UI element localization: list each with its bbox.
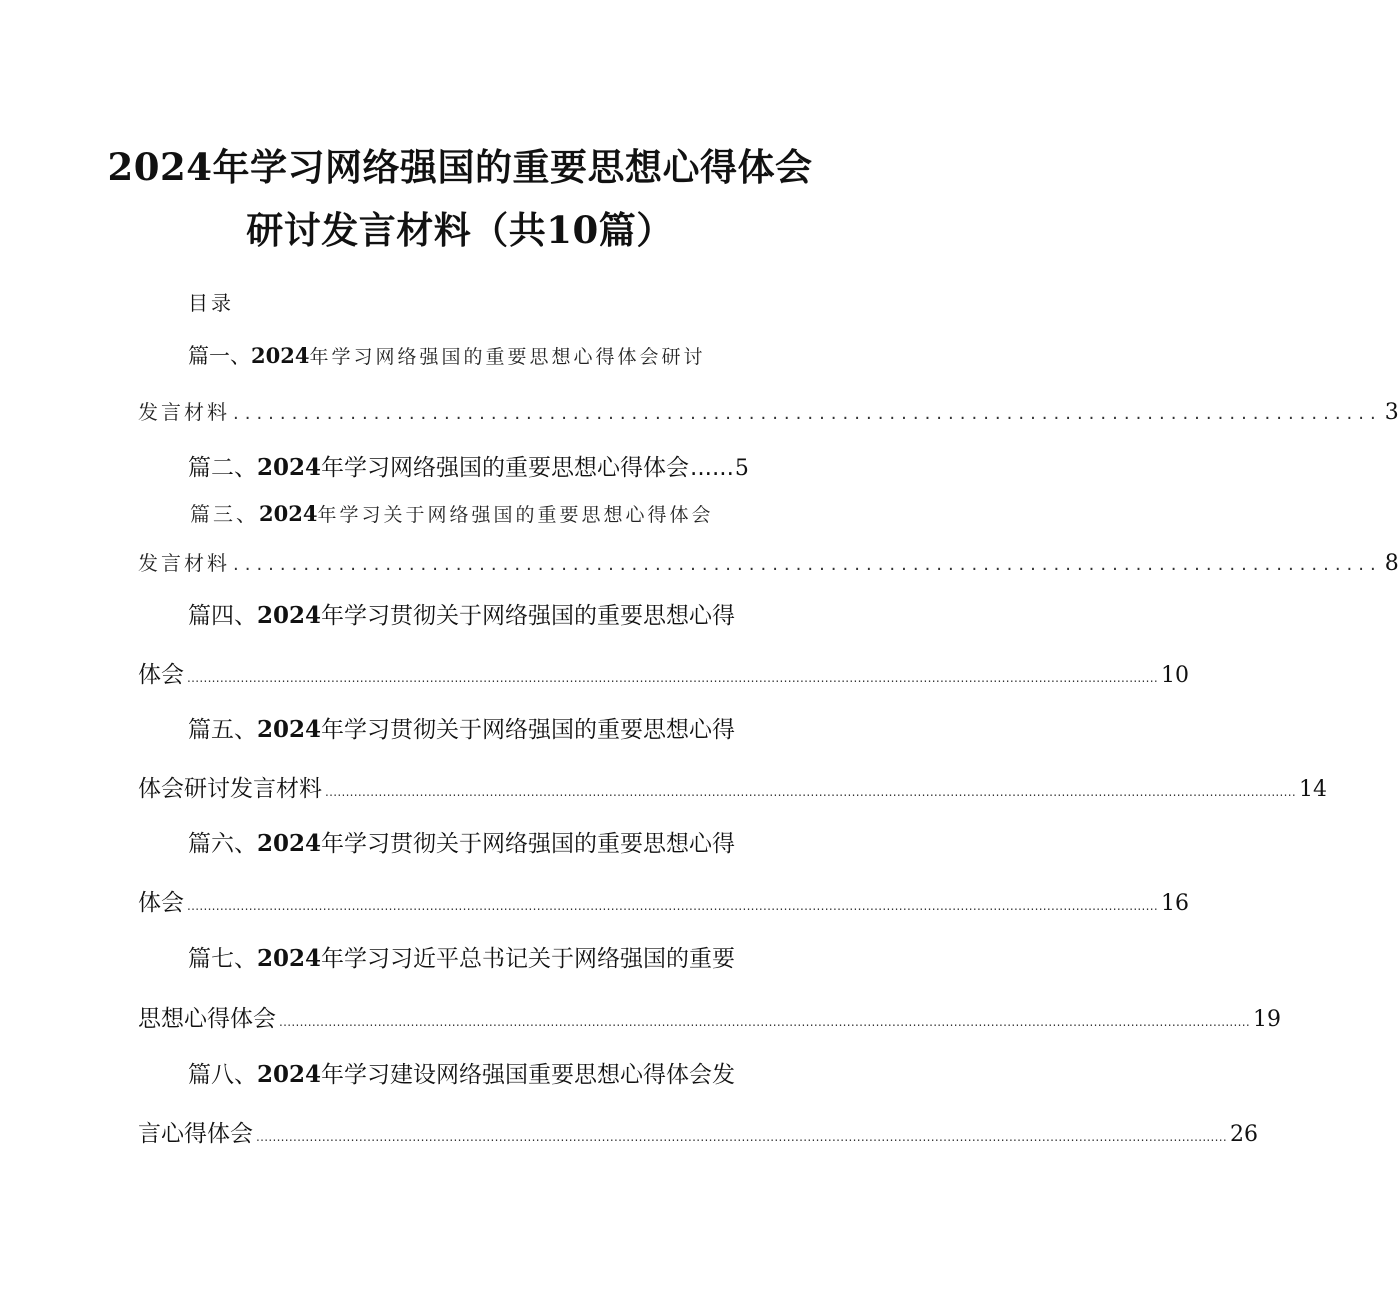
- toc-entry-year: 2024: [251, 343, 310, 368]
- toc-entry-year: 2024: [257, 716, 322, 743]
- title-count: 10: [546, 208, 599, 252]
- toc-entry-text: 年学习网络强国的重要思想心得体会: [321, 455, 690, 481]
- toc-entry-5-title[interactable]: [188, 711, 735, 744]
- toc-entry-7-leader[interactable]: [138, 1000, 1282, 1033]
- dot-leader: ............................................................................................................................................................................................................................................: [187, 671, 1159, 685]
- title-text: 年学习网络强国的重要思想心得体会: [212, 146, 813, 189]
- toc-entry-text: 年学习贯彻关于网络强国的重要思想心得: [321, 717, 736, 743]
- dot-leader: ............................................................................................................................................................................................................................................: [187, 899, 1159, 913]
- toc-entry-page: 10: [1161, 663, 1190, 688]
- toc-entry-prefix: 篇二、: [188, 455, 257, 481]
- title-year: 2024: [107, 145, 213, 189]
- toc-entry-continuation: 体会研讨发言材料: [138, 776, 322, 802]
- toc-entry-prefix: 篇六、: [188, 831, 257, 857]
- toc-entry-text: 年学习关于网络强国的重要思想心得体会: [317, 504, 714, 526]
- toc-entry-page: 16: [1161, 891, 1190, 916]
- toc-entry-prefix: 篇一、: [188, 344, 251, 368]
- toc-entry-text: 年学习习近平总书记关于网络强国的重要: [321, 946, 736, 972]
- toc-entry-3-title[interactable]: [190, 498, 713, 527]
- toc-entry-4-title[interactable]: [188, 597, 735, 630]
- toc-entry-continuation: 体会: [138, 890, 184, 916]
- toc-entry-continuation: 言心得体会: [138, 1121, 253, 1147]
- toc-entry-continuation: 发言材料: [138, 400, 230, 424]
- toc-entry-title: [188, 449, 689, 482]
- toc-entry-year: 2024: [257, 945, 322, 972]
- toc-entry-page: 8: [1384, 551, 1399, 576]
- toc-entry-text: 年学习贯彻关于网络强国的重要思想心得: [321, 831, 736, 857]
- toc-entry-page: 26: [1230, 1122, 1259, 1147]
- toc-entry-year: 2024: [259, 501, 318, 526]
- toc-entry-8-title[interactable]: [188, 1056, 735, 1089]
- dot-leader: ............................................................................................................................................................................................................................................: [256, 1130, 1228, 1144]
- toc-entry-prefix: 篇七、: [188, 946, 257, 972]
- toc-entry-3-leader[interactable]: [138, 547, 1399, 576]
- toc-entry-page: 19: [1253, 1007, 1282, 1032]
- toc-entry-6-title[interactable]: [188, 825, 735, 858]
- toc-entry-prefix: 篇五、: [188, 717, 257, 743]
- toc-entry-1-title[interactable]: [188, 340, 705, 370]
- toc-entry-6-leader[interactable]: [138, 884, 1190, 917]
- dot-leader: ............................................................................................................................................................................................................................................: [279, 1015, 1251, 1029]
- toc-entry-page: 3: [1384, 400, 1399, 425]
- toc-entry-year: 2024: [257, 602, 322, 629]
- toc-heading: 目录: [188, 291, 234, 315]
- dot-leader: ............................................................................................................................................................................................................................................: [325, 785, 1297, 799]
- document-title-line-1: [0, 137, 920, 191]
- toc-entry-continuation: 发言材料: [138, 551, 230, 575]
- toc-entry-5-leader[interactable]: [138, 770, 1328, 803]
- toc-entry-2[interactable]: [188, 449, 749, 482]
- toc-entry-7-title[interactable]: [188, 940, 735, 973]
- toc-entry-1-leader[interactable]: [138, 396, 1399, 425]
- toc-entry-prefix: 篇八、: [188, 1062, 257, 1088]
- toc-entry-year: 2024: [257, 1061, 322, 1088]
- title-text-b: 篇）: [598, 209, 674, 252]
- title-text-a: 研讨发言材料（共: [246, 209, 547, 252]
- toc-entry-text: 年学习建设网络强国重要思想心得体会发: [321, 1062, 736, 1088]
- toc-entry-text: 年学习网络强国的重要思想心得体会研讨: [309, 346, 706, 368]
- toc-entry-text: 年学习贯彻关于网络强国的重要思想心得: [321, 603, 736, 629]
- toc-entry-prefix: 篇三、: [190, 502, 259, 526]
- toc-entry-year: 2024: [257, 830, 322, 857]
- dot-leader: ..................................................................................................: [233, 403, 1382, 424]
- toc-entry-year: 2024: [257, 454, 322, 481]
- toc-entry-8-leader[interactable]: [138, 1115, 1259, 1148]
- toc-entry-continuation: 体会: [138, 662, 184, 688]
- document-title-line-2: [0, 200, 920, 254]
- dot-leader: ......: [690, 455, 734, 481]
- toc-entry-prefix: 篇四、: [188, 603, 257, 629]
- toc-entry-page: 5: [734, 456, 749, 481]
- toc-entry-continuation: 思想心得体会: [138, 1006, 276, 1032]
- toc-entry-4-leader[interactable]: [138, 656, 1190, 689]
- toc-entry-page: 14: [1299, 777, 1328, 802]
- dot-leader: ..................................................................................................: [233, 554, 1382, 575]
